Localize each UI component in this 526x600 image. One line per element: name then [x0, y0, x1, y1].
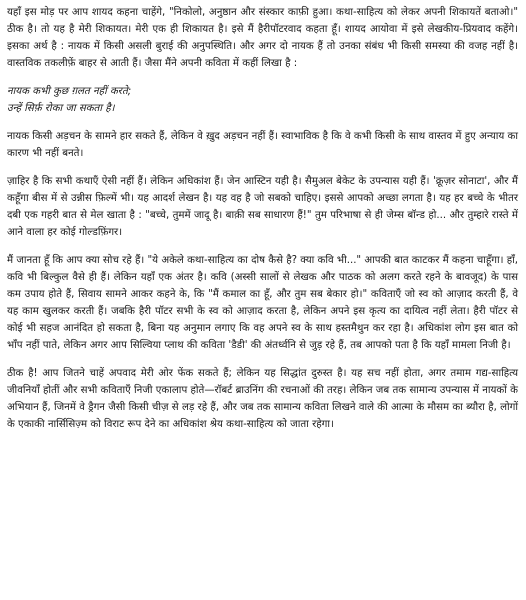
poem-line-1: नायक कभी कुछ ग़लत नहीं करते;: [7, 86, 132, 97]
paragraph-3: ज़ाहिर है कि सभी कथाएँ ऐसी नहीं हैं। लेकिन अधिकांश हैं। जेन आस्टिन यही है। सैमुअल बेकेट के उपन्यास यही हैं। 'क्रूज़र सोनाटा', और मैं कहूँगा बीस में से उन्नीस फ़िल्में भी। यह आदर्श लेखन है। यह वह है जो सबको चाहिए। इससे आपको अच्छा लगता है। यह हर बच्चे के भीतर दबी एक गहरी बात से मेल खाता है : "बच्चे, तुममें जादू है। बाक़ी सब साधारण हैं!" तुम परिभाषा से ही जेम्स बॉन्ड हो... और तुम्हारे रास्ते में आने वाला हर कोई गोल्डफ़िंगर।: [7, 176, 518, 238]
paragraph-5: ठीक है! आप जितने चाहें अपवाद मेरी ओर फेंक सकते हैं; लेकिन यह सिद्धांत दुरुस्त है। यह सच नहीं होता, अगर तमाम गद्य-साहित्य जीवनियाँ होतीं और सभी कविताएँ निजी एकालाप होते—रॉबर्ट ब्राउनिंग की रचनाओं की तरह। लेकिन जब तक सामान्य उपन्यास में नायकों के अभियान हैं, जिनमें वे ड्रैगन जैसी किसी चीज़ से लड़ रहे हैं, और जब तक सामान्य कविता लिखने वाले की आत्मा के मौसम का ब्यौरा है, लोगों के एकाकी नार्सिसिज़्म को विराट रूप देने का अधिकांश श्रेय कथा-साहित्य को जाता रहेगा।: [7, 368, 518, 430]
paragraph-4: मैं जानता हूँ कि आप क्या सोच रहे हैं। "ये अकेले कथा-साहित्य का दोष कैसे है? क्या कवि भी..." आपकी बात काटकर मैं कहना चाहूँगा। हाँ, कवि भी बिल्कुल वैसे ही हैं। लेकिन यहाँ एक अंतर है। कवि (अस्सी सालों से लेखक और पाठक को अलग करते रहने के बावजूद) के पास कम उपाय होते हैं, सिवाय सामने आकर कहने के, कि "मैं कमाल का हूँ, और तुम सब बेकार हो।" कविताएँ जो स्व को आज़ाद करती हैं, वे यह काम खुलकर करती हैं। जबकि हैरी पॉटर सभी के स्व को आज़ाद करता है, लेकिन अपने इस कृत्य का दायित्व नहीं लेता। हैरी पॉटर से कोई भी सहज आनंदित हो सकता है, बिना यह अनुमान लगाए कि वह अपने स्व के साथ हस्तमैथुन कर रहा है। अधिकांश लोग इस बात को भाँप नहीं पाते, लेकिन अगर आप सिल्विया प्लाथ की कविता 'डैडी' की अंतर्ध्वनि से जुड़ रहे हैं, तब आपको पता है कि यहाँ मामला निजी है।: [7, 255, 518, 351]
paragraph-1: यहाँ इस मोड़ पर आप शायद कहना चाहेंगे, "निकोलो, अनुष्ठान और संस्कार काफ़ी हुआ। कथा-साहित्य को लेकर अपनी शिकायतें बताओ।" ठीक है। तो यह है मेरी शिकायत। मेरी एक ही शिकायत है। इसे मैं हैरीपॉटरवाद कहता हूँ। शायद आयोवा में इसे लेखकीय-प्रियवाद कहेंगे। इसका अर्थ है : नायक में किसी असली बुराई की अनुपस्थिति। और अगर दो नायक हैं तो उनका संबंध भी किसी समस्या की वजह नहीं है। वास्तविक तकलीफ़ें बाहर से आती हैं। जैसा मैंने अपनी कविता में कहीं लिखा है :: [7, 7, 518, 69]
paragraph-2: नायक किसी अड़चन के सामने हार सकते हैं, लेकिन वे ख़ुद अड़चन नहीं हैं। स्वाभाविक है कि वे कभी किसी के साथ वास्तव में हुए अन्याय का कारण भी नहीं बनते।: [7, 131, 518, 159]
poem-quote: [7, 83, 518, 117]
poem-line-2: उन्हें सिर्फ़ रोका जा सकता है।: [7, 103, 115, 114]
